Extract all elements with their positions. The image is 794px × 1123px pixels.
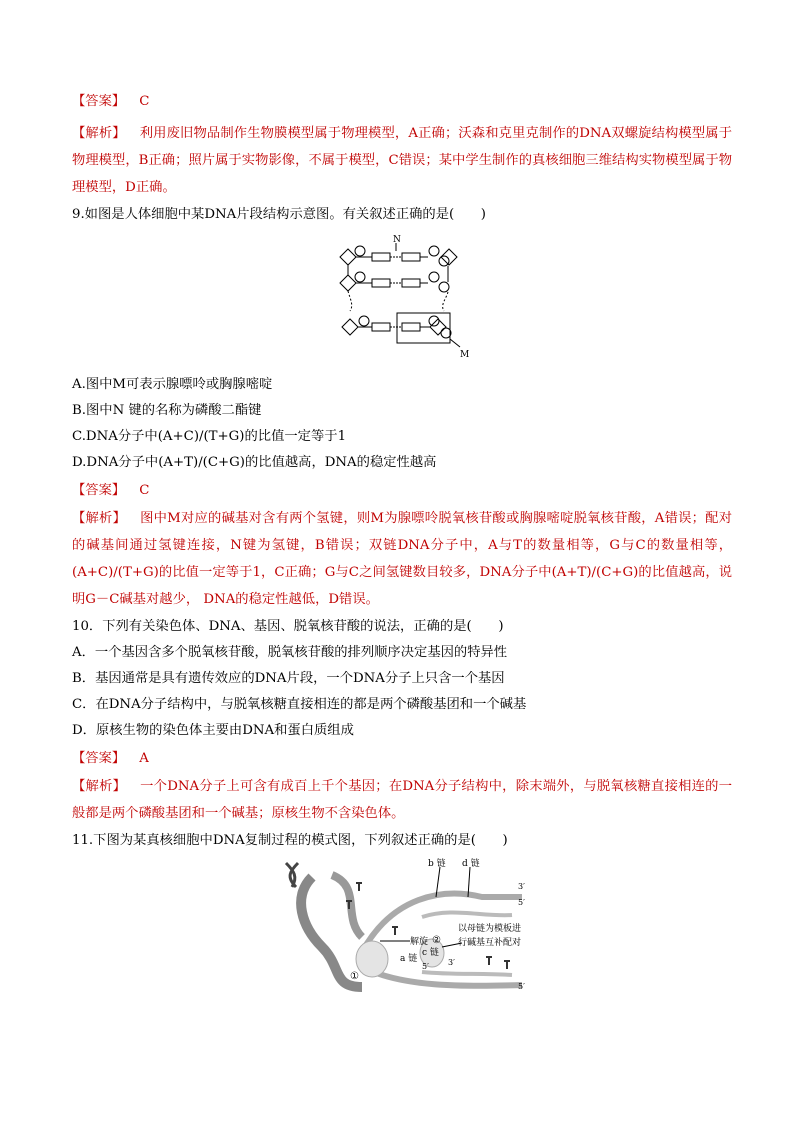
answer-9 xyxy=(72,481,732,501)
option-10c: C．在DNA分子结构中，与脱氧核糖直接相连的都是两个磷酸基团和一个碱基 xyxy=(72,697,527,712)
label-m: M xyxy=(460,350,470,360)
label-3prime-top: 3′ xyxy=(518,882,525,891)
answer-1 xyxy=(72,92,732,112)
label-d-chain: d 链 xyxy=(462,859,480,869)
answer-value: C xyxy=(139,483,150,498)
option-9b: B.图中N 键的名称为磷酸二酯键 xyxy=(72,403,262,418)
explanation-text: 利用废旧物品制作生物膜模型属于物理模型，A正确；沃森和克里克制作的DNA双螺旋结构模型属于物理模型，B正确；照片属于实物影像，不属于模型，C错误；某中学生制作的真核细胞三维结构实物模型属于物理模型，D正确。 xyxy=(72,126,733,195)
question-11: 11.下图为某真核细胞中DNA复制过程的模式图，下列叙述正确的是( ) xyxy=(72,833,508,848)
explanation-label: 【解析】 xyxy=(72,126,126,141)
label-n: N xyxy=(393,235,401,245)
label-circle-1: ① xyxy=(350,971,359,982)
option-9c: C.DNA分子中(A+C)/(T+G)的比值一定等于1 xyxy=(72,429,347,444)
document-page xyxy=(72,92,732,1007)
option-9a: A.图中M可表示腺嘌呤或胸腺嘧啶 xyxy=(72,377,273,392)
label-unwinding: 解旋 xyxy=(410,937,429,947)
option-10d: D．原核生物的染色体主要由DNA和蛋白质组成 xyxy=(72,723,354,738)
answer-value: C xyxy=(139,94,150,109)
label-5prime-mid: 5′ xyxy=(422,962,429,971)
label-template-text-1: 以母链为模板进 xyxy=(458,924,522,934)
question-10: 10．下列有关染色体、DNA、基因、脱氧核苷酸的说法，正确的是( ) xyxy=(72,619,504,634)
explanation-10 xyxy=(72,773,732,827)
answer-label: 【答案】 xyxy=(72,751,126,766)
dna-fragment-figure xyxy=(336,235,468,359)
label-b-chain: b 链 xyxy=(428,859,446,869)
explanation-label: 【解析】 xyxy=(72,511,127,526)
answer-value: A xyxy=(139,751,149,766)
explanation-text: 图中M对应的碱基对含有两个氢键，则M为腺嘌呤脱氧核苷酸或胸腺嘧啶脱氧核苷酸，A错误；配对的碱基间通过氢键连接，N键为氢键，B错误；双链DNA分子中，A与T的数量相等，G与C的数量相等，(A+C)/(T+G)的比值一定等于1，C正确；G与C之间氢键数目较多，DNA分子中(A+T)/(C+G)的比值越高，说明G－C碱基对越少， DNA的稳定性越低，D错误。 xyxy=(72,511,732,607)
option-9d: D.DNA分子中(A+T)/(C+G)的比值越高，DNA的稳定性越高 xyxy=(72,455,437,470)
answer-label: 【答案】 xyxy=(72,94,126,109)
label-template-text-2: 行碱基互补配对 xyxy=(458,938,522,948)
explanation-label: 【解析】 xyxy=(72,779,127,794)
explanation-9 xyxy=(72,505,732,613)
answer-label: 【答案】 xyxy=(72,483,126,498)
label-5prime-bottom: 5′ xyxy=(518,982,525,991)
label-c-chain: c 链 xyxy=(422,948,439,958)
explanation-text: 一个DNA分子上可含有成百上千个基因；在DNA分子结构中，除末端外，与脱氧核糖直接相连的一般都是两个磷酸基团和一个碱基；原核生物不含染色体。 xyxy=(72,779,733,821)
question-9: 9.如图是人体细胞中某DNA片段结构示意图。有关叙述正确的是( ) xyxy=(72,207,486,222)
dna-replication-figure xyxy=(272,857,532,1007)
label-3prime-mid: 3′ xyxy=(448,958,455,967)
option-10a: A．一个基因含多个脱氧核苷酸，脱氧核苷酸的排列顺序决定基因的特异性 xyxy=(72,645,508,660)
label-circle-2: ② xyxy=(432,935,441,946)
explanation-1 xyxy=(72,120,732,201)
option-10b: B．基因通常是具有遗传效应的DNA片段，一个DNA分子上只含一个基因 xyxy=(72,671,505,686)
label-5prime-top: 5′ xyxy=(518,898,525,907)
answer-10 xyxy=(72,749,732,769)
label-a-chain: a 链 xyxy=(400,954,418,964)
